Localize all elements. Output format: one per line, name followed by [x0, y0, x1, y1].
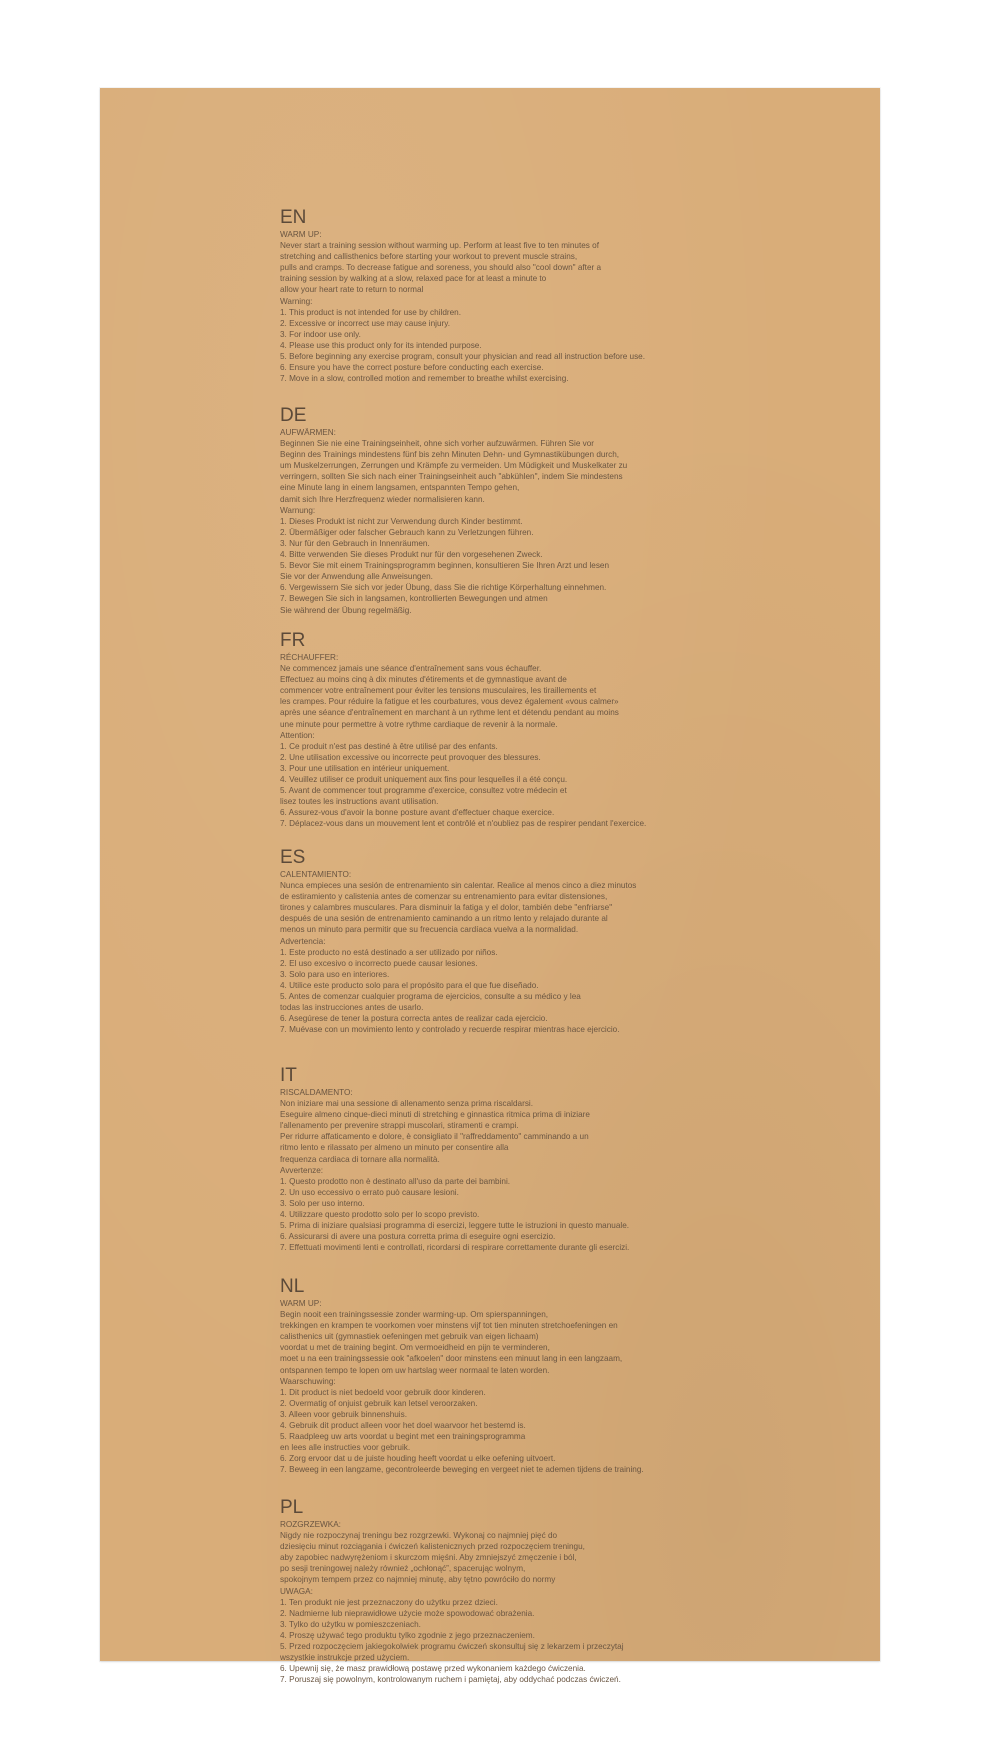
instruction-line: 7. Bewegen Sie sich in langsamen, kontrollierten Bewegungen und atmen: [280, 594, 548, 604]
instruction-line: Non iniziare mai una sessione di allenamento senza prima riscaldarsi.: [280, 1099, 534, 1109]
instruction-line: voordat u met de training begint. Om vermoeidheid en pijn te verminderen,: [280, 1343, 550, 1353]
instruction-line: l'allenamento per prevenire strappi muscolari, stiramenti e crampi.: [280, 1121, 519, 1131]
instruction-line: después de una sesión de entrenamiento caminando a un ritmo lento y relajado durante al: [280, 914, 608, 924]
instruction-line: 5. Antes de comenzar cualquier programa de ejercicios, consulte a su médico y lea: [280, 992, 581, 1002]
instruction-line: 1. Este producto no está destinado a ser utilizado por niños.: [280, 947, 498, 957]
section-heading: CALENTAMIENTO:: [280, 870, 352, 879]
instruction-line: eine Minute lang in einem langsamen, entspannten Tempo gehen,: [280, 483, 520, 493]
instruction-line: 5. Prima di iniziare qualsiasi programma di esercizi, leggere tutte le istruzioni in questo manuale.: [280, 1221, 630, 1231]
instruction-line: 1. Questo prodotto non è destinato all'uso da parte dei bambini.: [280, 1176, 511, 1186]
section-en: [280, 208, 645, 384]
instruction-line: après une séance d'entraînement en marchant à un rythme lent et détendu pendant au moins: [280, 708, 619, 718]
instruction-line: 6. Zorg ervoor dat u de juiste houding heeft voordat u elke oefening uitvoert.: [280, 1454, 556, 1464]
instruction-line: en lees alle instructies voor gebruik.: [280, 1443, 411, 1453]
instruction-line: 2. Excessive or incorrect use may cause injury.: [280, 318, 451, 328]
language-code: DE: [280, 405, 307, 426]
instruction-line: 1. Dit product is niet bedoeld voor gebruik door kinderen.: [280, 1387, 486, 1397]
instruction-line: 7. Move in a slow, controlled motion and remember to breathe whilst exercising.: [280, 374, 569, 384]
instruction-line: 4. Utilizzare questo prodotto solo per lo scopo previsto.: [280, 1210, 480, 1220]
instruction-line: 3. Solo para uso en interiores.: [280, 969, 390, 979]
instruction-line: 3. Tylko do użytku w pomieszczeniach.: [280, 1619, 421, 1629]
instruction-line: Ne commencez jamais une séance d'entraînement sans vous échauffer.: [280, 664, 542, 674]
instruction-line: Avvertenze:: [280, 1165, 324, 1175]
instruction-line: Never start a training session without warming up. Perform at least five to ten minutes of: [280, 241, 600, 251]
language-code: PL: [280, 1497, 304, 1518]
instruction-line: ritmo lento e rilassato per almeno un minuto per consentire alla: [280, 1143, 509, 1153]
instruction-line: 1. This product is not intended for use by children.: [280, 307, 461, 317]
section-heading: RÉCHAUFFER:: [280, 653, 339, 662]
section-nl: [280, 1277, 644, 1476]
instruction-line: Warnung:: [280, 505, 316, 515]
instruction-line: 5. Przed rozpoczęciem jakiegokolwiek programu ćwiczeń skonsultuj się z lekarzem i przeczytaj: [280, 1642, 624, 1652]
instruction-line: 4. Veuillez utiliser ce produit uniquement aux fins pour lesquelles il a été conçu.: [280, 775, 568, 785]
section-it: [280, 1066, 629, 1253]
instruction-line: les crampes. Pour réduire la fatigue et les courbatures, vous devez également «vous calmer»: [280, 697, 619, 707]
instruction-line: 6. Vergewissern Sie sich vor jeder Übung, dass Sie die richtige Körperhaltung einnehmen.: [280, 583, 607, 593]
instruction-line: 2. Übermäßiger oder falscher Gebrauch kann zu Verletzungen führen.: [280, 527, 534, 537]
instruction-line: po sesji treningowej należy również „ochłonąć”, spacerując wolnym,: [280, 1564, 526, 1574]
instruction-line: 3. Nur für den Gebrauch in Innenräumen.: [280, 538, 430, 548]
instruction-line: 2. Overmatig of onjuist gebruik kan letsel veroorzaken.: [280, 1398, 478, 1408]
instruction-line: 1. Ten produkt nie jest przeznaczony do użytku przez dzieci.: [280, 1597, 498, 1607]
instruction-board: [100, 88, 880, 1685]
instruction-line: 6. Asegúrese de tener la postura correcta antes de realizar cada ejercicio.: [280, 1014, 548, 1024]
instruction-line: 6. Assicurarsi di avere una postura corretta prima di eseguire ogni esercizio.: [280, 1232, 556, 1242]
instruction-line: 7. Beweeg in een langzame, gecontroleerde beweging en vergeet niet te ademen tijdens de training.: [280, 1465, 644, 1475]
instruction-line: 6. Assurez-vous d'avoir la bonne posture avant d'effectuer chaque exercice.: [280, 808, 555, 818]
instruction-line: menos un minuto para permitir que su frecuencia cardíaca vuelva a la normalidad.: [280, 925, 579, 935]
instruction-line: 3. Solo per uso interno.: [280, 1198, 365, 1208]
instruction-line: ontspannen tempo te lopen om uw hartslag weer normaal te laten worden.: [280, 1365, 550, 1375]
instruction-line: aby zapobiec nadwyrężeniom i skurczom mięśni. Aby zmniejszyć zmęczenie i ból,: [280, 1553, 577, 1563]
instruction-line: training session by walking at a slow, relaxed pace for at least a minute to: [280, 274, 547, 284]
instruction-line: de estiramiento y calistenia antes de comenzar su entrenamiento para evitar distensiones,: [280, 892, 608, 902]
instruction-line: 3. Alleen voor gebruik binnenshuis.: [280, 1409, 407, 1419]
instruction-line: Nunca empieces una sesión de entrenamiento sin calentar. Realice al menos cinco a diez minutos: [280, 881, 637, 891]
instruction-line: Sie vor der Anwendung alle Anweisungen.: [280, 572, 433, 582]
instruction-line: Sie während der Übung regelmäßig.: [280, 605, 412, 615]
section-pl: [280, 1498, 624, 1685]
instruction-line: 2. Nadmierne lub nieprawidłowe użycie może spowodować obrażenia.: [280, 1608, 535, 1618]
instruction-line: 3. For indoor use only.: [280, 329, 361, 339]
instruction-line: Beginnen Sie nie eine Trainingseinheit, ohne sich vorher aufzuwärmen. Führen Sie vor: [280, 439, 595, 449]
instruction-line: Nigdy nie rozpoczynaj treningu bez rozgrzewki. Wykonaj co najmniej pięć do: [280, 1531, 558, 1541]
instruction-line: 7. Muévase con un movimiento lento y controlado y recuerde respirar mientras hace ejercicio.: [280, 1025, 620, 1035]
instruction-line: lisez toutes les instructions avant utilisation.: [280, 797, 439, 807]
instruction-line: 6. Ensure you have the correct posture before conducting each exercise.: [280, 363, 544, 373]
instruction-line: 7. Effettuati movimenti lenti e controllati, ricordarsi di respirare correttamente durante gli esercizi.: [280, 1243, 630, 1253]
instruction-line: Per ridurre affaticamento e dolore, è consigliato il "raffreddamento" camminando a un: [280, 1132, 589, 1142]
instruction-line: 7. Poruszaj się powolnym, kontrolowanym ruchem i pamiętaj, aby oddychać podczas ćwiczeń.: [280, 1675, 621, 1685]
section-es: [280, 848, 636, 1035]
instruction-line: frequenza cardiaca di tornare alla normalità.: [280, 1154, 440, 1164]
instruction-line: 5. Raadpleeg uw arts voordat u begint met een trainingsprogramma: [280, 1432, 526, 1442]
instruction-line: Attention:: [280, 730, 315, 740]
instruction-line: dziesięciu minut rozciągania i ćwiczeń kalistenicznych przed rozpoczęciem treningu,: [280, 1542, 585, 1552]
section-heading: WARM UP:: [280, 230, 322, 239]
section-heading: ROZGRZEWKA:: [280, 1520, 341, 1529]
instruction-line: allow your heart rate to return to normal: [280, 285, 424, 295]
section-heading: AUFWÄRMEN:: [280, 428, 336, 437]
instruction-line: todas las instrucciones antes de usarlo.: [280, 1003, 424, 1013]
instruction-line: pulls and cramps. To decrease fatigue and soreness, you should also "cool down" after a: [280, 263, 602, 273]
instruction-line: spokojnym tempem przez co najmniej minutę, aby tętno powróciło do normy: [280, 1575, 556, 1585]
instruction-line: 1. Ce produit n'est pas destiné à être utilisé par des enfants.: [280, 741, 498, 751]
language-code: EN: [280, 207, 307, 228]
language-code: IT: [280, 1065, 297, 1086]
instruction-line: commencer votre entraînement pour éviter les tensions musculaires, les tiraillements et: [280, 686, 597, 696]
instruction-line: verringern, sollten Sie sich nach einer Trainingseinheit auch "abkühlen", indem Sie mindestens: [280, 472, 623, 482]
language-code: NL: [280, 1276, 305, 1297]
instruction-line: 5. Avant de commencer tout programme d'exercice, consultez votre médecin et: [280, 786, 567, 796]
instruction-line: 4. Utilice este producto solo para el propósito para el que fue diseñado.: [280, 980, 539, 990]
instruction-line: 1. Dieses Produkt ist nicht zur Verwendung durch Kinder bestimmt.: [280, 516, 523, 526]
section-heading: WARM UP:: [280, 1299, 322, 1308]
instruction-line: Begin nooit een trainingssessie zonder warming-up. Om spierspanningen,: [280, 1310, 549, 1320]
section-de: [280, 406, 627, 616]
instruction-line: 2. El uso excesivo o incorrecto puede causar lesiones.: [280, 958, 478, 968]
instruction-line: Advertencia:: [280, 936, 326, 946]
section-heading: RISCALDAMENTO:: [280, 1088, 353, 1097]
instruction-line: 5. Before beginning any exercise program, consult your physician and read all instruction before use.: [280, 352, 646, 362]
instruction-line: tirones y calambres musculares. Para disminuir la fatiga y el dolor, también debe "enfriarse": [280, 903, 613, 913]
language-code: ES: [280, 847, 306, 868]
instruction-line: wszystkie instrukcje przed użyciem.: [280, 1653, 410, 1663]
instruction-line: stretching and callisthenics before starting your workout to prevent muscle strains,: [280, 252, 578, 262]
instruction-line: 4. Gebruik dit product alleen voor het doel waarvoor het bestemd is.: [280, 1421, 526, 1431]
instruction-line: damit sich Ihre Herzfrequenz wieder normalisieren kann.: [280, 494, 485, 504]
instruction-line: 7. Déplacez-vous dans un mouvement lent et contrôlé et n'oubliez pas de respirer pendant l'exercice.: [280, 819, 647, 829]
language-code: FR: [280, 630, 306, 651]
instruction-line: 6. Upewnij się, że masz prawidłową postawę przed wykonaniem każdego ćwiczenia.: [280, 1664, 586, 1674]
instruction-line: 5. Bevor Sie mit einem Trainingsprogramm beginnen, konsultieren Sie Ihren Arzt und lesen: [280, 561, 610, 571]
instruction-line: 4. Proszę używać tego produktu tylko zgodnie z jego przeznaczeniem.: [280, 1630, 535, 1640]
instruction-line: 4. Bitte verwenden Sie dieses Produkt nur für den vorgesehenen Zweck.: [280, 550, 543, 560]
instruction-line: Effectuez au moins cinq à dix minutes d'étirements et de gymnastique avant de: [280, 675, 567, 685]
instruction-line: Warning:: [280, 296, 313, 306]
instruction-line: moet u na een trainingssessie ook "afkoelen" door minstens een minuut lang in een langzaam,: [280, 1354, 623, 1364]
instruction-line: 2. Une utilisation excessive ou incorrecte peut provoquer des blessures.: [280, 752, 541, 762]
instruction-line: UWAGA:: [280, 1586, 313, 1596]
instruction-line: Waarschuwing:: [280, 1376, 336, 1386]
instruction-line: Beginn des Trainings mindestens fünf bis zehn Minuten Dehn- und Gymnastikübungen durch,: [280, 450, 620, 460]
section-fr: [280, 631, 646, 830]
instruction-line: trekkingen en krampen te voorkomen voer minstens vijf tot tien minuten stretchoefeningen en: [280, 1321, 618, 1331]
instruction-line: um Muskelzerrungen, Zerrungen und Krämpfe zu vermeiden. Um Müdigkeit und Muskelkater zu: [280, 461, 628, 471]
instruction-line: 4. Please use this product only for its intended purpose.: [280, 340, 482, 350]
instruction-line: 3. Pour une utilisation en intérieur uniquement.: [280, 763, 450, 773]
instruction-line: calisthenics uit (gymnastiek oefeningen met gebruik van eigen lichaam): [280, 1332, 539, 1342]
instruction-line: une minute pour permettre à votre rythme cardiaque de revenir à la normale.: [280, 719, 558, 729]
instruction-line: 2. Un uso eccessivo o errato può causare lesioni.: [280, 1187, 459, 1197]
instruction-line: Eseguire almeno cinque-dieci minuti di stretching e ginnastica ritmica prima di iniziare: [280, 1110, 590, 1120]
